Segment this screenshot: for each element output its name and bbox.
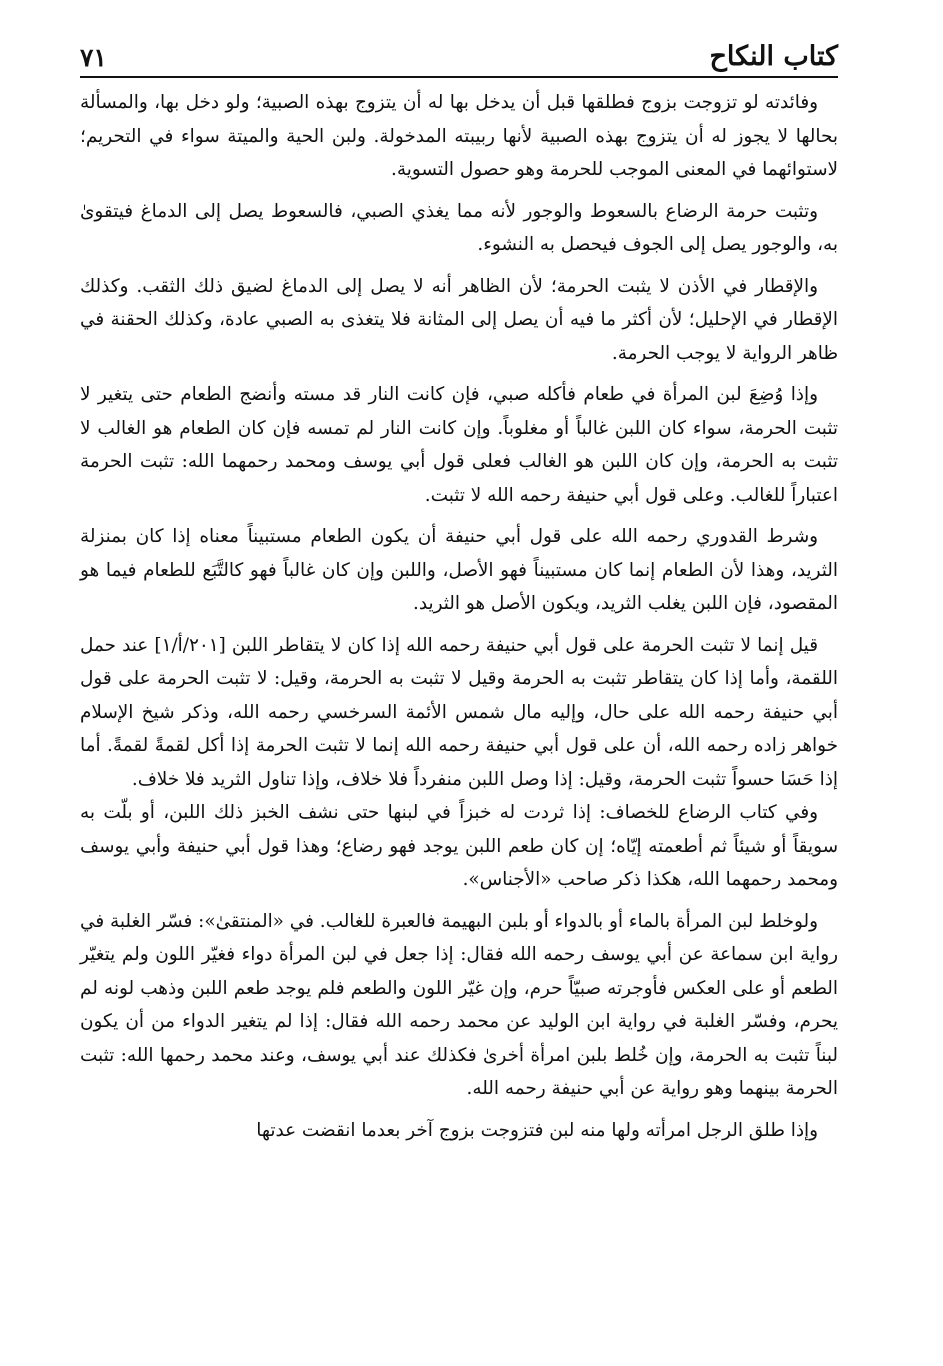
page-header [80,28,838,78]
paragraph: وفي كتاب الرضاع للخصاف: إذا ثردت له خبزاً في لبنها حتى نشف الخبز ذلك اللبن، أو بلّت به سويقاً أو شيئاً ثم أطعمته إيّاه؛ إن كان طعم اللبن يوجد فهو رضاع؛ وهذا قول أبي حنيفة وأبي يوسف ومحمد رحمهما الله، هكذا ذكر صاحب «الأجناس». [80,802,838,890]
paragraph: قيل إنما لا تثبت الحرمة على قول أبي حنيفة رحمه الله إذا كان لا يتقاطر اللبن [٢٠١/أ/١] عند حمل اللقمة، وأما إذا كان يتقاطر تثبت به الحرمة وقيل لا تثبت به الحرمة، وقيل: لا تثبت الحرمة على قول أبي حنيفة رحمه الله على حال، وإليه مال شمس الأئمة السرخسي رحمه الله، وذكر شيخ الإسلام خواهر زاده رحمه الله، أن على قول أبي حنيفة رحمه الله إنما لا تثبت الحرمة إذا أكل لقمةً لقمةً. أما إذا حَسَا حسواً تثبت الحرمة، وقيل: إذا وصل اللبن منفرداً فلا خلاف، وإذا تناول الثريد فلا خلاف. [80,634,838,790]
paragraph: ولوخلط لبن المرأة بالماء أو بالدواء أو بلبن البهيمة فالعبرة للغالب. في «المنتقىٰ»: فسّر الغلبة في رواية ابن سماعة عن أبي يوسف رحمه الله فقال: إذا جعل في لبن المرأة دواء فغيّر اللون ولم يتغيّر الطعم أو على العكس فأوجرته صبيّاً حرم، وإن غيّر اللون والطعم فلم يوجد طعم اللبن وذهب لونه لم يحرم، وفسّر الغلبة في رواية ابن الوليد عن محمد رحمه الله فقال: إذا لم يتغير الدواء من أن يكون لبناً تثبت به الحرمة، وإن خُلط بلبن امرأة أخرىٰ فكذلك عند أبي يوسف، وعند محمد رحمها الله: تثبت الحرمة بينهما وهو رواية عن أبي حنيفة رحمه الله. [80,910,838,1099]
paragraph: وشرط القدوري رحمه الله على قول أبي حنيفة أن يكون الطعام مستبيناً معناه إذا كان بمنزلة الثريد، وهذا لأن الطعام إنما كان مستبيناً فهو الأصل، واللبن وإن كان غالباً فهو كالتَّبَع للطعام فيما هو المقصود، فإن اللبن يغلب الثريد، ويكون الأصل هو الثريد. [80,526,838,614]
paragraph: وفائدته لو تزوجت بزوج فطلقها قبل أن يدخل بها له أن يتزوج بهذه الصبية؛ ولو دخل بها، والمسألة بحالها لا يجوز له أن يتزوج بهذه الصبية لأنها ربيبته المدخولة. ولبن الحية والميتة سواء في التحريم؛ لاستوائهما في المعنى الموجب للحرمة وهو حصول التسوية. [80,92,838,180]
page-number: ٧١ [80,43,107,72]
paragraph: وإذا وُضِعَ لبن المرأة في طعام فأكله صبي، فإن كانت النار قد مسته وأنضج الطعام حتى يتغير لا تثبت الحرمة، سواء كان اللبن غالباً أو مغلوباً. وإن كانت النار لم تمسه فإن كان الطعام هو الغالب لا تثبت به الحرمة، وإن كان اللبن هو الغالب فعلى قول أبي يوسف ومحمد رحمهما الله: تثبت الحرمة اعتباراً للغالب. وعلى قول أبي حنيفة رحمه الله لا تثبت. [80,384,838,506]
text-body [80,86,838,1147]
page [80,28,838,1155]
paragraph: والإقطار في الأذن لا يثبت الحرمة؛ لأن الظاهر أنه لا يصل إلى الدماغ لضيق ذلك الثقب. وكذلك الإقطار في الإحليل؛ لأن أكثر ما فيه أن يصل إلى المثانة فلا يتغذى به الصبي عادة، وكذلك الحقنة في ظاهر الرواية لا يوجب الحرمة. [80,275,838,364]
paragraph: وإذا طلق الرجل امرأته ولها منه لبن فتزوجت بزوج آخر بعدما انقضت عدتها [256,1119,818,1141]
chapter-title: كتاب النكاح [709,41,838,72]
paragraph: وتثبت حرمة الرضاع بالسعوط والوجور لأنه مما يغذي الصبي، فالسعوط يصل إلى الدماغ فيتقوىٰ به، والوجور يصل إلى الجوف فيحصل به النشوء. [80,200,838,255]
